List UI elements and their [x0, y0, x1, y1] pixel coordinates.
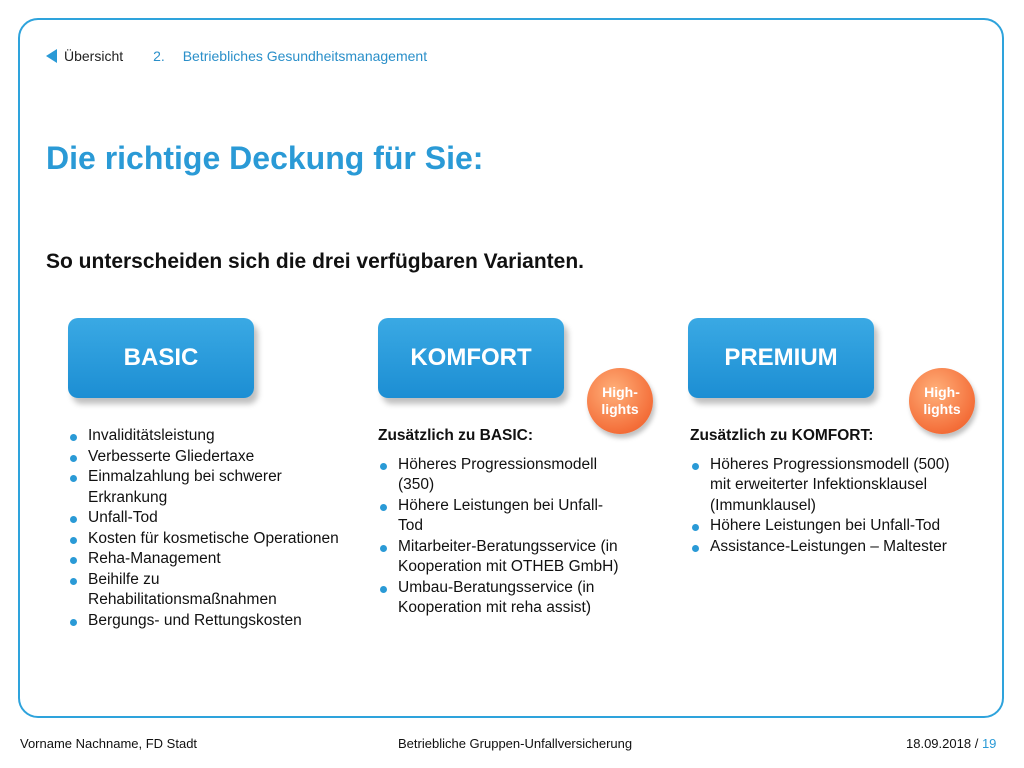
breadcrumb: [46, 46, 441, 66]
list-item: Höhere Leistungen bei Unfall-Tod: [690, 516, 990, 537]
page-subtitle: So unterscheiden sich die drei verfügbaren Varianten.: [46, 250, 584, 273]
premium-variant-button[interactable]: [688, 318, 874, 398]
list-item: Invaliditätsleistung: [68, 426, 368, 447]
list-item: Höhere Leistungen bei Unfall-Tod: [378, 496, 628, 537]
list-item: Verbesserte Gliedertaxe: [68, 447, 368, 468]
list-item: Reha-Management: [68, 549, 368, 570]
page-number: 19: [981, 736, 997, 751]
list-item: Höheres Progressionsmodell (350): [378, 455, 624, 496]
premium-label: PREMIUM: [724, 344, 838, 371]
premium-feature-list: [690, 455, 990, 558]
komfort-feature-column: [378, 426, 648, 619]
back-label: Übersicht: [64, 48, 124, 64]
basic-variant-button[interactable]: [68, 318, 254, 398]
footer-title: Betriebliche Gruppen-Unfallversicherung: [398, 736, 633, 751]
list-item: Einmalzahlung bei schwerer Erkrankung: [68, 467, 320, 508]
footer-date-page: [906, 736, 996, 751]
list-item: Umbau-Beratungsservice (in Kooperation mit reha assist): [378, 578, 628, 619]
section-crumb: [153, 48, 441, 64]
list-item: Beihilfe zu Rehabilitationsmaßnahmen: [68, 570, 320, 611]
premium-heading: Zusätzlich zu KOMFORT:: [690, 427, 874, 444]
basic-feature-list: [68, 426, 368, 631]
basic-feature-column: [68, 426, 368, 631]
komfort-heading: Zusätzlich zu BASIC:: [378, 427, 534, 444]
section-number: 2.: [153, 48, 165, 64]
chevron-left-icon: [46, 49, 58, 63]
list-item: Mitarbeiter-Beratungsservice (in Kooperation mit OTHEB GmbH): [378, 537, 648, 578]
list-item: Höheres Progressionsmodell (500) mit erweiterter Infektionsklausel (Immunklausel): [690, 455, 950, 517]
footer-author: Vorname Nachname, FD Stadt: [20, 736, 198, 751]
komfort-label: KOMFORT: [410, 344, 532, 371]
page-title: Die richtige Deckung für Sie:: [46, 140, 484, 176]
list-item: Bergungs- und Rettungskosten: [68, 611, 368, 632]
footer-date: 18.09.2018: [906, 736, 972, 751]
basic-label: BASIC: [123, 344, 199, 371]
list-item: Assistance-Leistungen – Maltester: [690, 537, 990, 558]
komfort-variant-button[interactable]: [378, 318, 564, 398]
komfort-highlights-badge: [587, 368, 653, 434]
back-to-overview-link[interactable]: [46, 48, 123, 64]
komfort-badge-text: High-lights: [601, 384, 639, 417]
premium-feature-column: [690, 426, 990, 557]
premium-highlights-badge: [909, 368, 975, 434]
list-item: Kosten für kosmetische Operationen: [68, 529, 368, 550]
komfort-feature-list: [378, 455, 648, 619]
section-title: Betriebliches Gesundheitsmanagement: [182, 48, 428, 64]
premium-badge-text: High-lights: [923, 384, 961, 417]
footer-separator: /: [974, 736, 979, 751]
list-item: Unfall-Tod: [68, 508, 368, 529]
